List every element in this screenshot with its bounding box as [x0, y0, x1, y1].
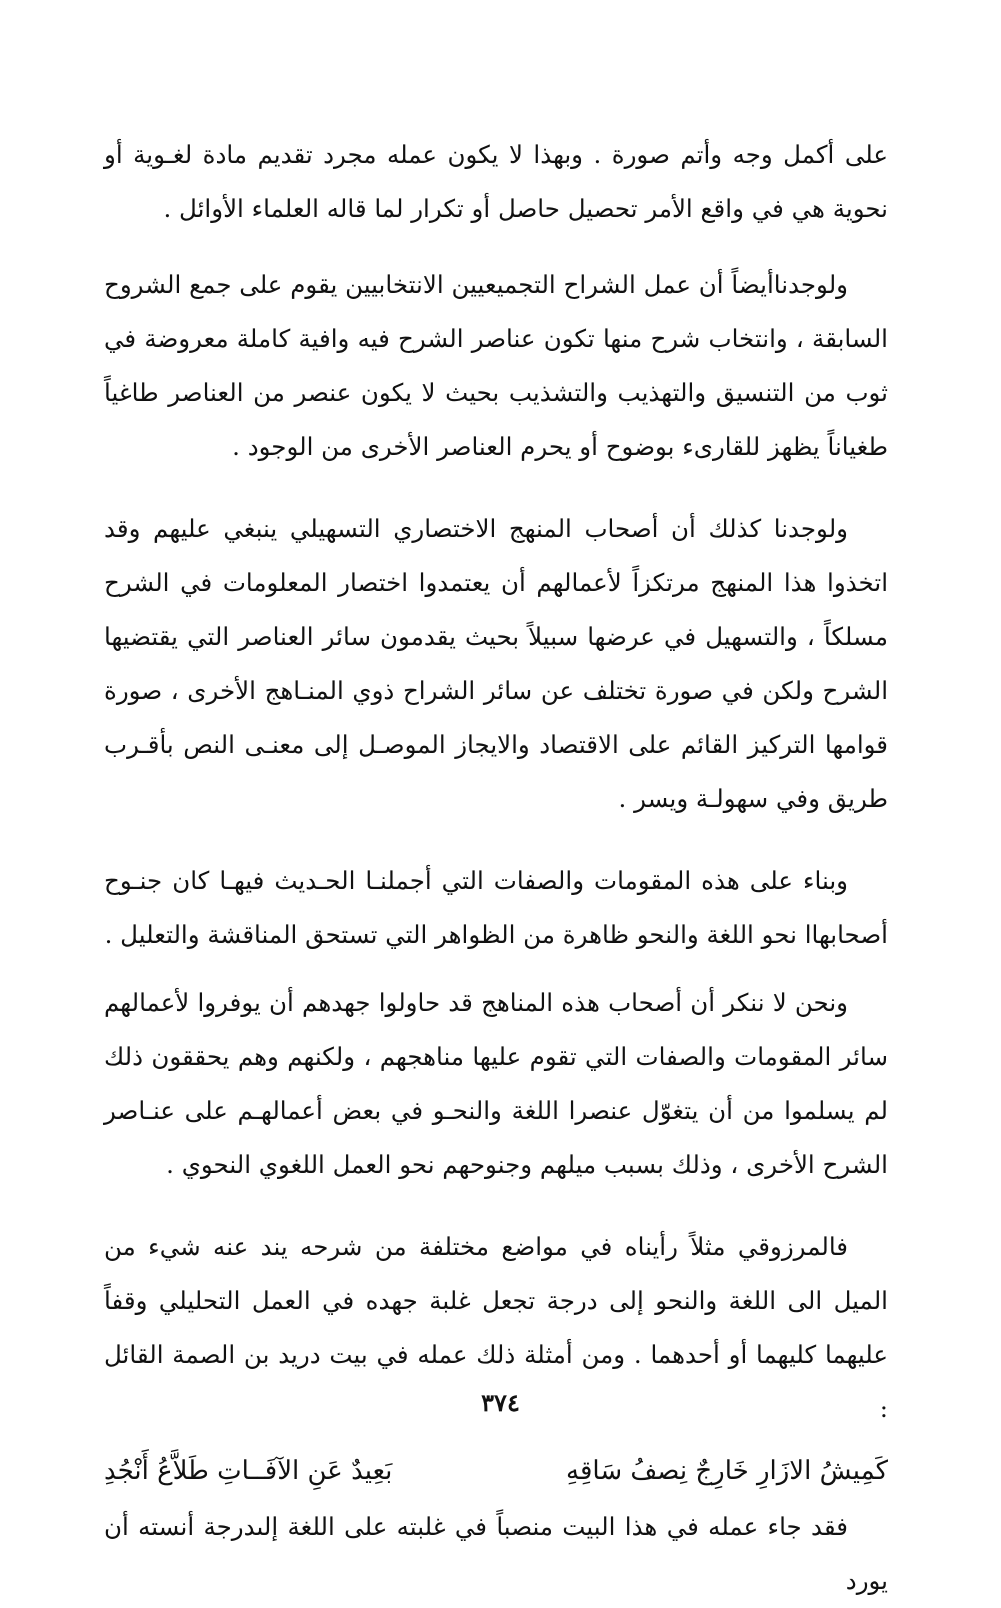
- paragraph-3: ولوجدنا كذلك أن أصحاب المنهج الاختصاري التسهيلي ينبغي عليهم وقد اتخذوا هذا المنهج مرتكزاً لأعمالهم أن يعتمدوا اختصار المعلومات في الشرح مسلكاً ، والتسهيل في عرضها سبيلاً بحيث يقدمون سائر العناصر التي يقتضيها الشرح ولكن في صورة تختلف عن سائر الشراح ذوي المنـاهج الأخرى ، صورة قوامها التركيز القائم على الاقتصاد والايجاز الموصـل إلى معنـى النص بأقـرب طريق وفي سهولـة ويسر .: [104, 514, 888, 813]
- closing-line: فقد جاء عمله في هذا البيت منصباً في غلبته على اللغة إلىدرجة أنسته أن يورد: [104, 1512, 888, 1595]
- verse-first-hemistich: كَمِيشُ الازَارِ خَارِجٌ نِصفُ سَاقِهِ: [566, 1456, 888, 1486]
- page-body: [104, 128, 888, 1608]
- page-number: ٣٧٤: [481, 1388, 520, 1417]
- paragraph-1: على أكمل وجه وأتم صورة . وبهذا لا يكون عمله مجرد تقديم مادة لغـوية أو نحوية هي في واقع الأمر تحصيل حاصل أو تكرار لما قاله العلماء الأوائل .: [104, 140, 888, 223]
- paragraph-5: ونحن لا ننكر أن أصحاب هذه المناهج قد حاولوا جهدهم أن يوفروا لأعمالهم سائر المقومات والصفات التي تقوم عليها مناهجهم ، ولكنهم وهم يحققون ذلك لم يسلموا من أن يتغوّل عنصرا اللغة والنحـو في بعض أعمالهـم على عنـاصر الشرح الأخرى ، وذلك بسبب ميلهم وجنوحهم نحو العمل اللغوي النحوي .: [104, 988, 888, 1179]
- poetry-verse: [104, 1442, 888, 1500]
- verse-second-hemistich: بَعِيدٌ عَنِ الآفَــاتِ طَلاَّعُ أَنْجُدِ: [104, 1456, 393, 1486]
- paragraph-6: فالمرزوقي مثلاً رأيناه في مواضع مختلفة من شرحه يند عنه شيء من الميل الى اللغة والنحو إلى درجة تجعل غلبة جهده في العمل التحليلي وقفاً عليهما كليهما أو أحدهما . ومن أمثلة ذلك عمله في بيت دريد بن الصمة القائل :: [104, 1232, 888, 1423]
- paragraph-4: وبناء على هذه المقومات والصفات التي أجملنـا الحـديث فيهـا كان جنـوح أصحابهاا نحو اللغة والنحو ظاهرة من الظواهر التي تستحق المناقشة والتعليل .: [104, 866, 888, 949]
- paragraph-2: ولوجدناأيضاً أن عمل الشراح التجميعيين الانتخابيين يقوم على جمع الشروح السابقة ، وانتخاب شرح منها تكون عناصر الشرح فيه وافية كاملة معروضة في ثوب من التنسيق والتهذيب والتشذيب بحيث لا يكون عنصر من العناصر طاغياً طغياناً يظهز للقارىء بوضوح أو يحرم العناصر الأخرى من الوجود .: [104, 270, 888, 461]
